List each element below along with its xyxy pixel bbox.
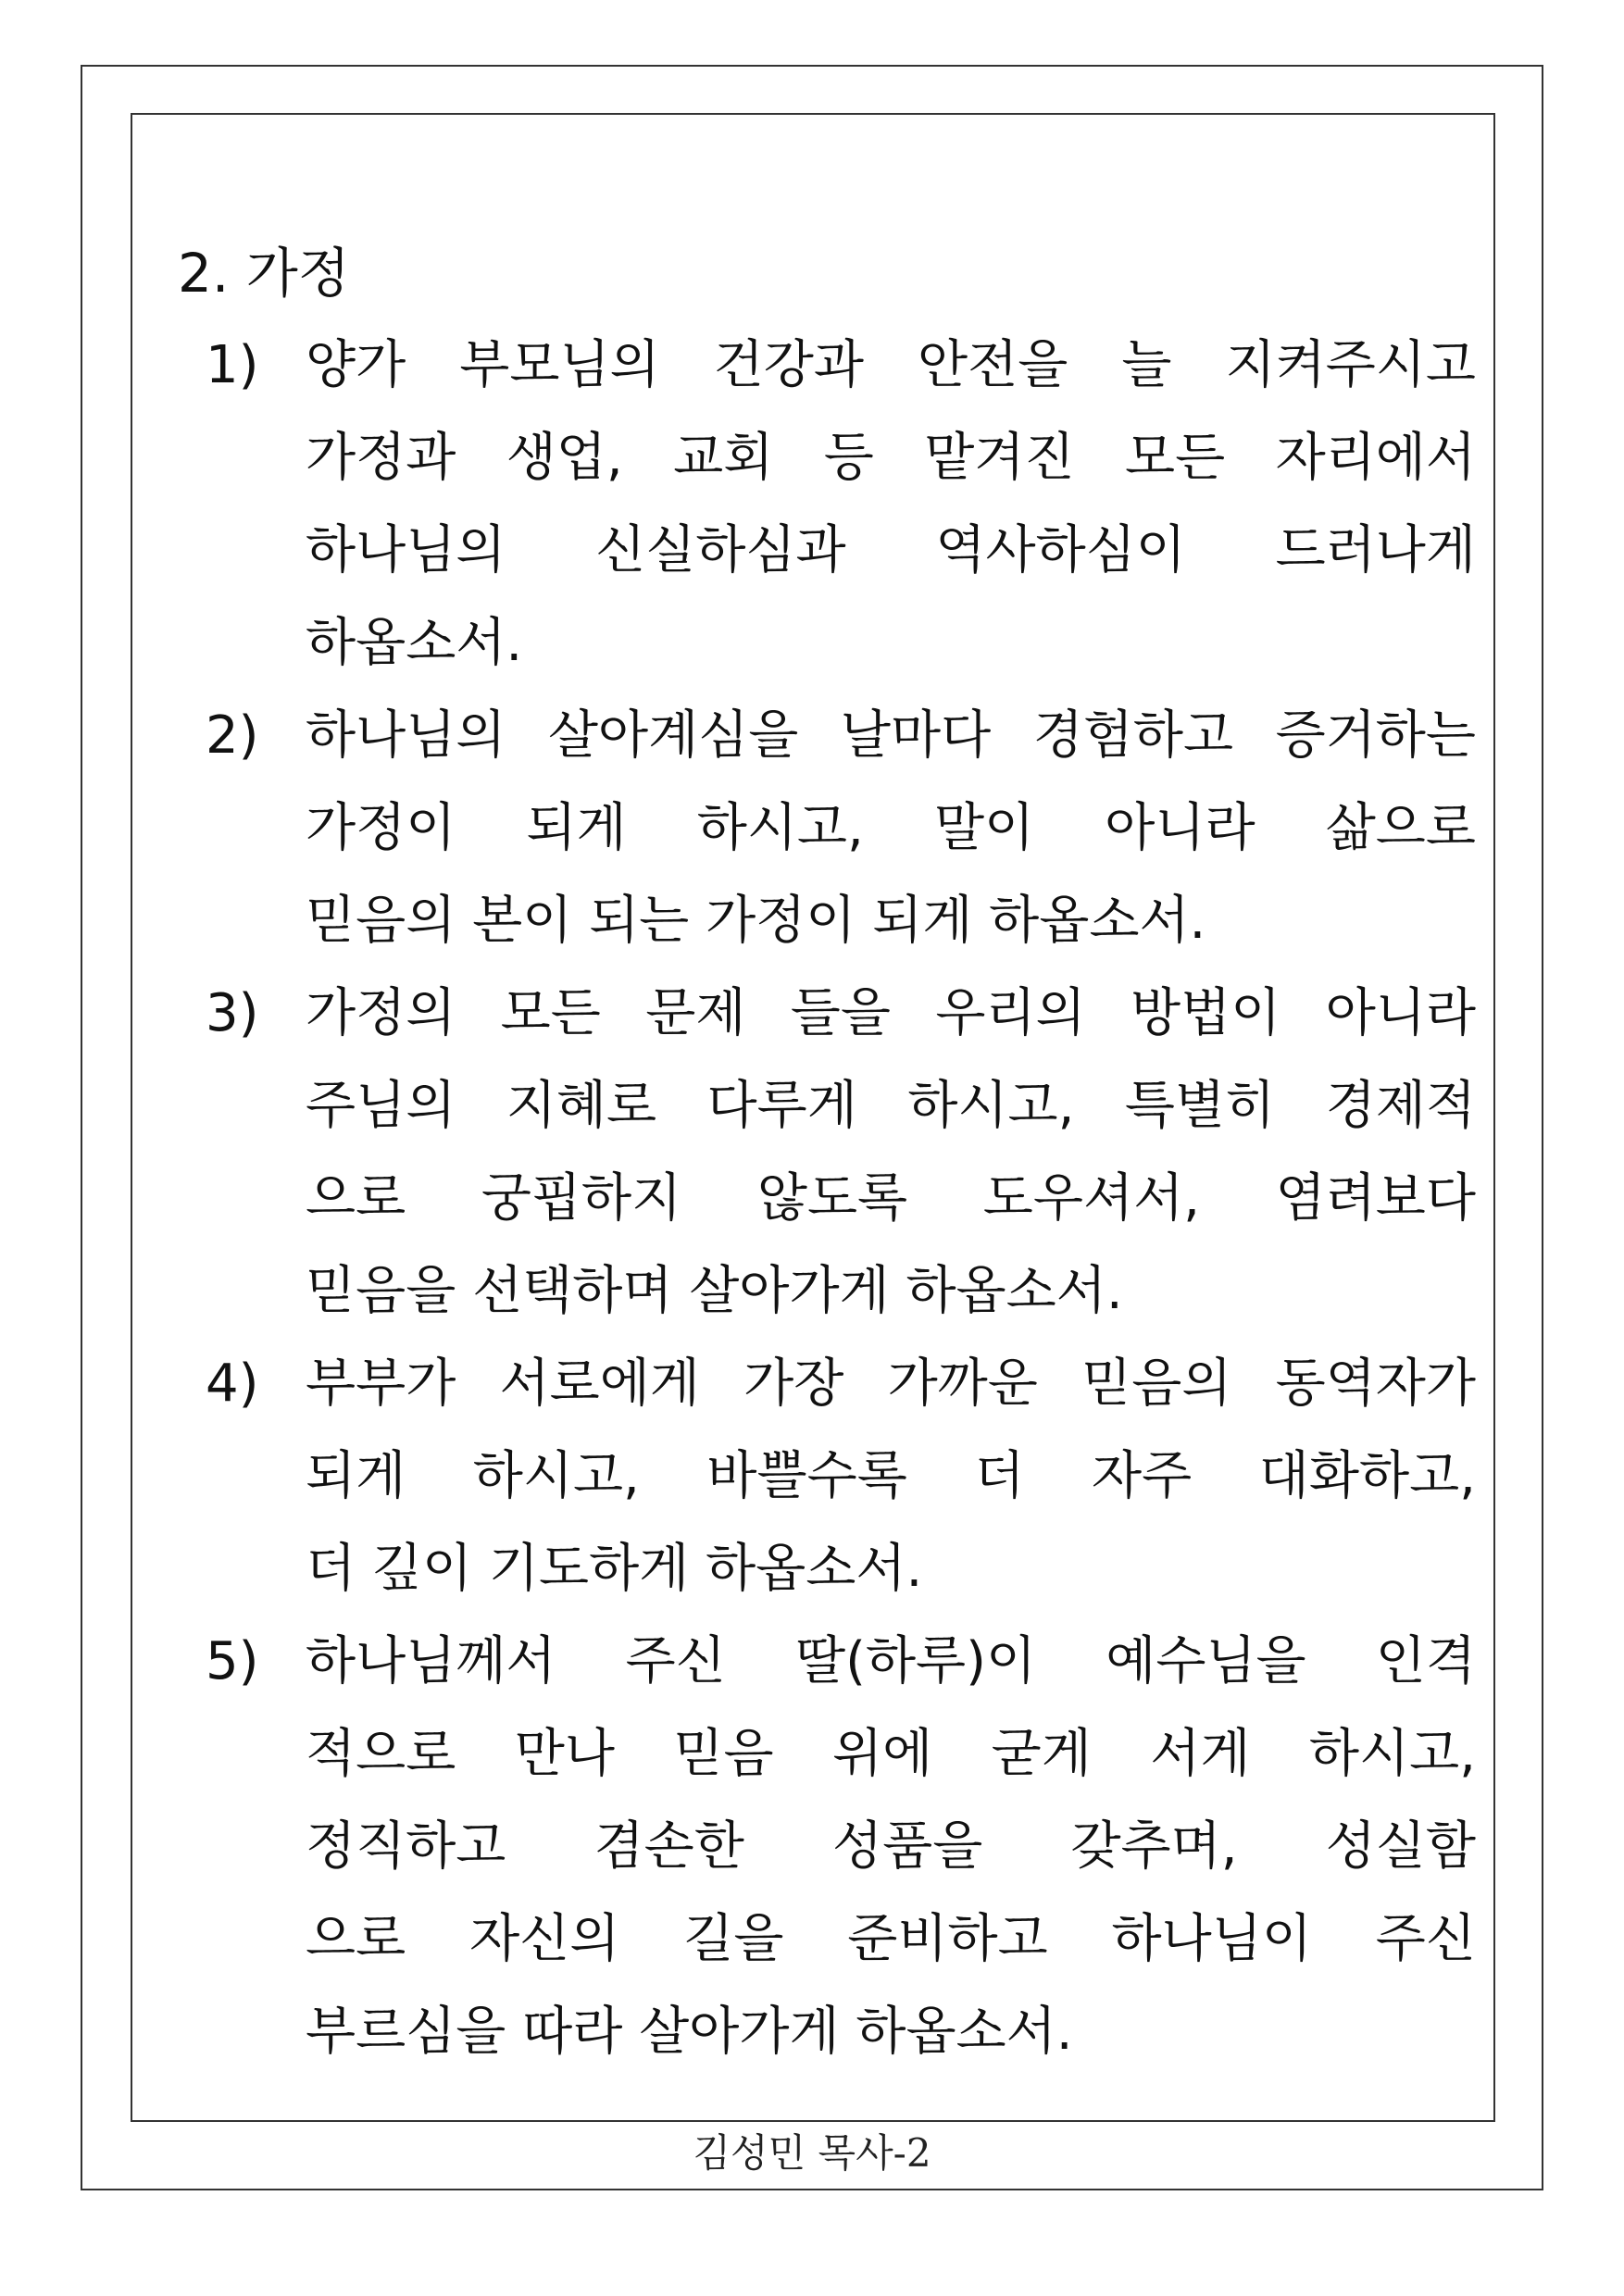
prayer-number: 4) (206, 1354, 259, 1414)
prayer-item-5 (178, 1616, 1476, 2078)
prayer-line: 정직하고 겸손한 성품을 갖추며, 성실함 (306, 1816, 1476, 1877)
prayer-line: 으로 자신의 길을 준비하고 하나님이 주신 (306, 1909, 1476, 1969)
prayer-line: 부르심을 따라 살아가게 하옵소서. (306, 2002, 1073, 2062)
prayer-item-4 (178, 1338, 1476, 1616)
prayer-line: 적으로 만나 믿음 위에 굳게 서게 하시고, (306, 1724, 1476, 1784)
prayer-item-1 (178, 319, 1476, 690)
prayer-line: 더 깊이 기도하게 하옵소서. (306, 1539, 923, 1599)
prayer-number: 5) (206, 1631, 259, 1691)
prayer-item-3 (178, 967, 1476, 1338)
prayer-line: 믿음을 선택하며 살아가게 하옵소서. (306, 1261, 1123, 1321)
prayer-number: 1) (206, 335, 259, 395)
prayer-line: 되게 하시고, 바쁠수록 더 자주 대화하고, (306, 1446, 1476, 1506)
section-title: 2. 가정 (178, 242, 350, 305)
prayer-line: 하나님께서 주신 딸(하루)이 예수님을 인격 (306, 1631, 1476, 1691)
prayer-number: 2) (206, 705, 259, 766)
prayer-line: 하나님의 신실하심과 역사하심이 드러나게 (306, 520, 1476, 580)
prayer-item-2 (178, 690, 1476, 967)
page-footer: 김성민 목사-2 (693, 2130, 931, 2176)
prayer-list (178, 319, 1476, 2078)
prayer-number: 3) (206, 983, 259, 1043)
prayer-line: 양가 부모님의 건강과 안전을 늘 지켜주시고 (306, 335, 1476, 395)
prayer-line: 부부가 서로에게 가장 가까운 믿음의 동역자가 (306, 1354, 1476, 1414)
prayer-line: 주님의 지혜로 다루게 하시고, 특별히 경제적 (306, 1076, 1476, 1136)
prayer-line: 으로 궁핍하지 않도록 도우셔서, 염려보다 (306, 1168, 1476, 1229)
prayer-line: 믿음의 본이 되는 가정이 되게 하옵소서. (306, 891, 1206, 951)
prayer-line: 하나님의 살아계심을 날마다 경험하고 증거하는 (306, 705, 1476, 766)
document-body (178, 227, 1476, 2078)
prayer-line: 가정과 생업, 교회 등 맡겨진 모든 자리에서 (306, 428, 1476, 488)
prayer-line: 가정의 모든 문제 들을 우리의 방법이 아니라 (306, 983, 1476, 1043)
prayer-line: 하옵소서. (306, 613, 523, 673)
prayer-line: 가정이 되게 하시고, 말이 아니라 삶으로 (306, 798, 1476, 858)
